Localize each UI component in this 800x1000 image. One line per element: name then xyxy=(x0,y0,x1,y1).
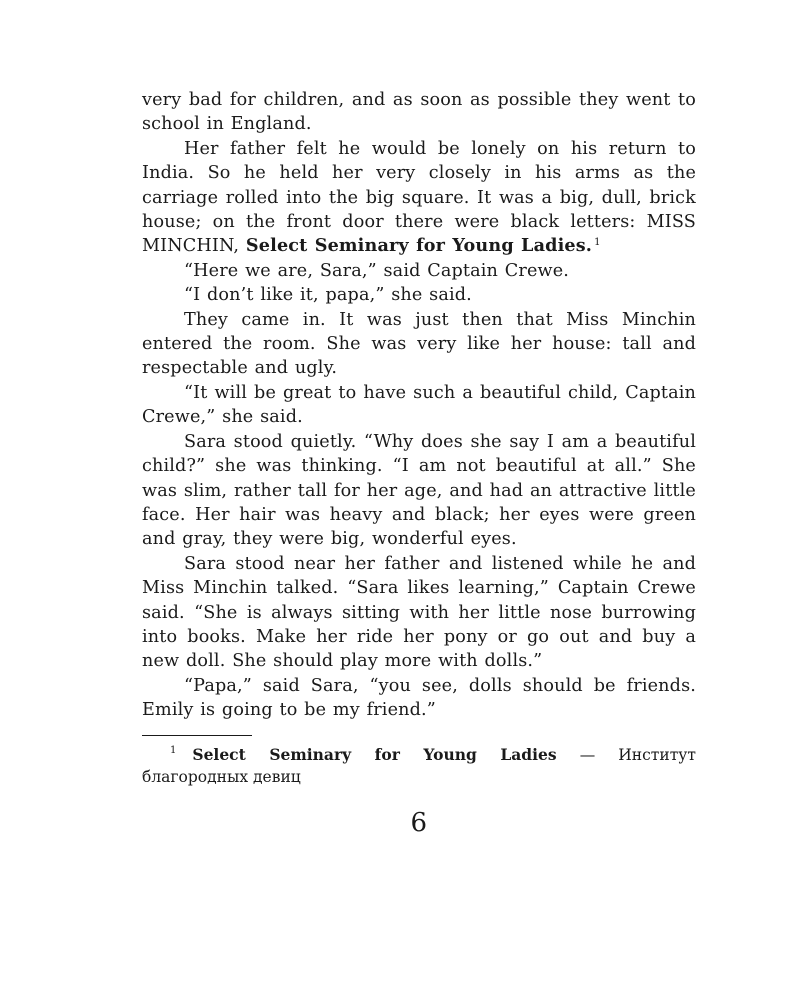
book-page xyxy=(142,88,696,838)
footnote xyxy=(142,744,696,788)
page-number: 6 xyxy=(410,807,428,838)
paragraph-2-text: Her father felt he would be lonely on his return to India. So he held her very closely in his arms as the carriage rolled into the big square. It was a big, dull, brick house; on the front door there were black letters: MISS MINCHIN, xyxy=(142,138,696,257)
footnote-divider xyxy=(142,735,252,736)
seminary-name: Select Seminary for Young Ladies. xyxy=(245,235,593,257)
paragraph-1: very bad for children, and as soon as possible they went to school in England. xyxy=(142,90,696,135)
paragraph-3: “Here we are, Sara,” said Captain Crewe. xyxy=(184,260,570,281)
paragraph-5: They came in. It was just then that Miss Minchin entered the room. She was very like her house: tall and respectable and ugly. xyxy=(142,309,696,379)
paragraph-6: “It will be great to have such a beautiful child, Captain Crewe,” she said. xyxy=(142,382,696,428)
footnote-separator: — xyxy=(556,745,619,764)
body-text xyxy=(142,88,696,723)
paragraph-9: “Papa,” said Sara, “you see, dolls should be friends. Emily is going to be my friend.” xyxy=(142,675,696,721)
footnote-reference[interactable]: 1 xyxy=(594,236,601,248)
footnote-translation: Институт благородных девиц xyxy=(142,745,696,786)
paragraph-8: Sara stood near her father and listened while he and Miss Minchin talked. “Sara likes learning,” Captain Crewe said. “She is always sitting with her little nose burrowing into books. Make her ride her pony or go out and buy a new doll. She should play more with dolls.” xyxy=(142,553,696,672)
footnote-number: 1 xyxy=(170,745,177,757)
paragraph-4: “I don’t like it, papa,” she said. xyxy=(184,285,472,306)
paragraph-7: Sara stood quietly. “Why does she say I am a beautiful child?” she was thinking. “I am not beautiful at all.” She was slim, rather tall for her age, and had an attractive little face. Her hair was heavy and black; her eyes were green and gray, they were big, wonderful eyes. xyxy=(142,431,696,550)
footnote-term: Select Seminary for Young Ladies xyxy=(192,744,557,764)
paragraph-2 xyxy=(142,137,696,259)
